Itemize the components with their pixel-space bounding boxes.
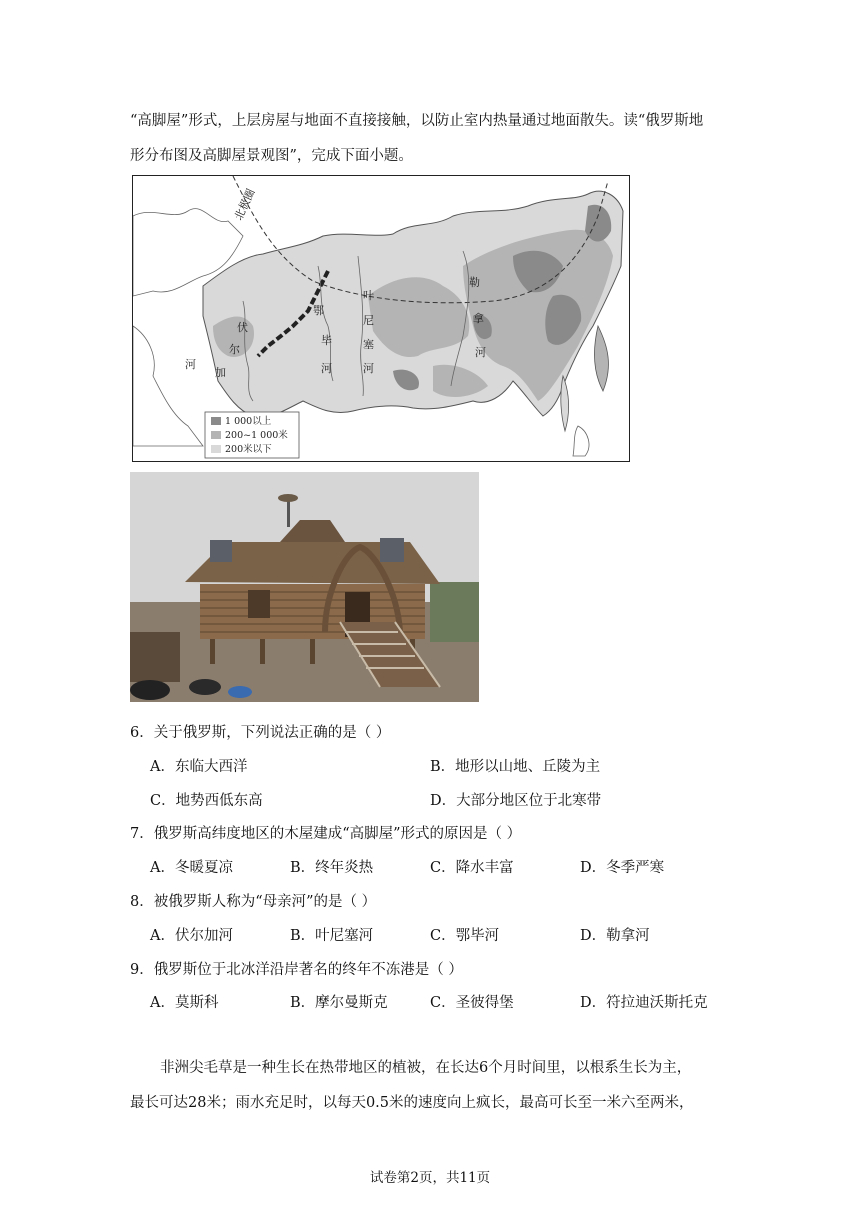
map-graphic [133, 176, 628, 460]
legend-label-high: 1 000以上 [225, 416, 272, 427]
question-6-stem: 6．关于俄罗斯，下列说法正确的是（ ） [130, 725, 391, 741]
legend-swatch-mid [211, 431, 221, 439]
question-9-option-c[interactable]: C．圣彼得堡 [430, 995, 514, 1011]
question-9-stem: 9．俄罗斯位于北冰洋沿岸著名的终年不冻港是（ ） [130, 962, 463, 978]
question-6-option-c[interactable]: C．地势西低东高 [150, 793, 263, 809]
stilt-house-graphic [130, 472, 479, 702]
intro-line-2: 形分布图及高脚屋景观图”，完成下面小题。 [130, 148, 413, 164]
page-footer: 试卷第2页，共11页 [369, 1170, 491, 1186]
river-yenisei-char-1: 叶 [363, 289, 374, 302]
legend-swatch-high [211, 417, 221, 425]
question-8-option-d[interactable]: D．勒拿河 [580, 928, 650, 944]
river-yenisei-char-4: 河 [363, 362, 374, 375]
river-lena-char-1: 勒 [469, 276, 480, 289]
question-7-option-c[interactable]: C．降水丰富 [430, 860, 514, 876]
question-7-option-d[interactable]: D．冬季严寒 [580, 860, 665, 876]
question-6-option-b[interactable]: B．地形以山地、丘陵为主 [430, 759, 601, 775]
river-yenisei-char-2: 尼 [363, 314, 374, 327]
question-8-stem: 8．被俄罗斯人称为“母亲河”的是（ ） [130, 894, 377, 910]
question-9-option-b[interactable]: B．摩尔曼斯克 [290, 995, 388, 1011]
question-8-option-c[interactable]: C．鄂毕河 [430, 928, 500, 944]
river-yenisei-char-3: 塞 [363, 338, 374, 351]
russia-terrain-map [132, 175, 630, 462]
question-8-option-a[interactable]: A．伏尔加河 [150, 928, 233, 944]
passage-line-2: 最长可达28米；雨水充足时，以每天0.5米的速度向上疯长，最高可长至一米六至两米， [130, 1095, 694, 1111]
intro-line-1: “高脚屋”形式，上层房屋与地面不直接接触，以防止室内热量通过地面散失。读“俄罗斯地 [130, 113, 704, 129]
question-9-option-a[interactable]: A．莫斯科 [150, 995, 219, 1011]
passage-line-1: 非洲尖毛草是一种生长在热带地区的植被，在长达6个月时间里，以根系生长为主， [160, 1060, 692, 1076]
question-7-option-b[interactable]: B．终年炎热 [290, 860, 374, 876]
river-volga-char-2: 尔 [229, 343, 240, 356]
arctic-circle-label: 北极圈 [231, 186, 258, 223]
river-ob-char-3: 河 [321, 362, 332, 375]
river-ob-char-1: 鄂 [313, 304, 324, 317]
river-volga-char-1: 伏 [237, 321, 248, 334]
question-9-option-d[interactable]: D．符拉迪沃斯托克 [580, 995, 708, 1011]
river-lena-char-2: 拿 [473, 312, 484, 325]
river-volga-char-3: 加 [215, 366, 226, 379]
river-volga-char-4: 河 [185, 358, 196, 371]
river-lena-char-3: 河 [475, 346, 486, 359]
legend-label-low: 200米以下 [225, 444, 272, 455]
question-6-option-a[interactable]: A．东临大西洋 [150, 759, 248, 775]
river-ob-char-2: 毕 [321, 334, 332, 347]
legend-swatch-low [211, 445, 221, 453]
question-8-option-b[interactable]: B．叶尼塞河 [290, 928, 374, 944]
question-7-stem: 7．俄罗斯高纬度地区的木屋建成“高脚屋”形式的原因是（ ） [130, 826, 522, 842]
map-legend [205, 412, 299, 458]
legend-label-mid: 200~1 000米 [225, 430, 288, 441]
question-7-option-a[interactable]: A．冬暖夏凉 [150, 860, 233, 876]
question-6-option-d[interactable]: D．大部分地区位于北寒带 [430, 793, 602, 809]
stilt-house-photo [130, 472, 479, 702]
